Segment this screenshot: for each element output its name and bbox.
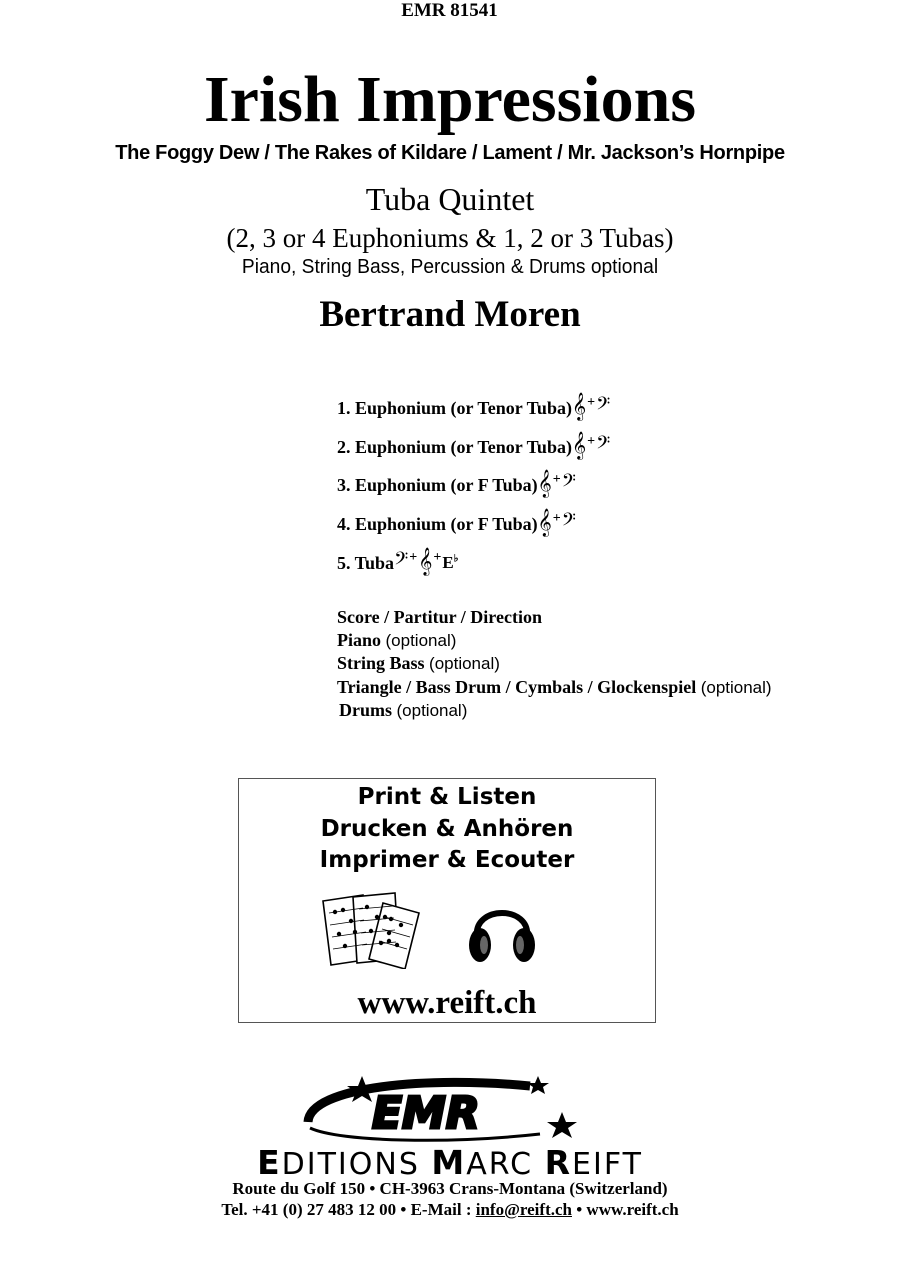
treble-clef-icon: 𝄞 xyxy=(571,430,587,459)
catalog-number-row xyxy=(0,0,900,22)
promo-line-french: Imprimer & Ecouter xyxy=(319,847,575,873)
plus-sign: + xyxy=(587,395,596,410)
logo-text: EMR xyxy=(372,1088,480,1139)
instrumentation: (2, 3 or 4 Euphoniums & 1, 2 or 3 Tubas) xyxy=(226,223,674,253)
emr-logo xyxy=(300,1072,600,1146)
optional-note: (optional) xyxy=(396,701,468,721)
publisher-initial-e: E xyxy=(257,1143,282,1182)
publisher-word-3: EIFT xyxy=(572,1147,643,1182)
promo-line-english: Print & Listen xyxy=(357,784,537,810)
publisher-name xyxy=(0,1143,900,1182)
extra-label: Drums xyxy=(339,700,392,721)
part-item xyxy=(337,546,610,592)
part-item xyxy=(337,469,610,514)
contact-line xyxy=(0,1199,900,1221)
optional-note: (optional) xyxy=(700,677,772,697)
headphones-icon xyxy=(467,891,537,967)
plus-sign: + xyxy=(552,472,561,488)
catalog-number: EMR 81541 xyxy=(401,0,498,21)
treble-clef-icon: 𝄞 xyxy=(418,546,433,575)
publisher-word-2: ARC xyxy=(466,1147,545,1182)
bass-clef-icon: 𝄢 xyxy=(394,548,409,574)
optional-note: (optional) xyxy=(429,654,500,674)
plus-sign: + xyxy=(409,549,418,565)
ensemble: Tuba Quintet xyxy=(365,181,535,217)
e-flat-label xyxy=(442,553,458,573)
bass-clef-icon: 𝄢 xyxy=(561,510,576,536)
part-label: 2. Euphonium (or Tenor Tuba) xyxy=(337,436,572,457)
phone-text: Tel. +41 (0) 27 483 12 00 • E-Mail : xyxy=(221,1200,476,1219)
part-label: 4. Euphonium (or F Tuba) xyxy=(337,514,538,535)
postal-address: Route du Golf 150 • CH-3963 Crans-Montana (Switzerland) xyxy=(232,1179,668,1198)
parts-list xyxy=(337,392,611,591)
treble-clef-icon: 𝄞 xyxy=(537,508,552,537)
promo-line-german: Drucken & Anhören xyxy=(320,816,574,842)
website-link[interactable]: www.reift.ch xyxy=(357,985,537,1021)
score-and-parts-list xyxy=(337,606,772,723)
web-text: • www.reift.ch xyxy=(571,1200,679,1219)
extra-item xyxy=(337,629,772,653)
extra-label: Piano xyxy=(337,629,382,650)
publisher-initial-r: R xyxy=(544,1143,573,1182)
flat-icon: ♭ xyxy=(453,553,459,565)
plus-sign: + xyxy=(587,433,596,449)
email-link[interactable]: info@reift.ch xyxy=(475,1200,572,1219)
plus-sign: + xyxy=(433,549,442,565)
title: Irish Impressions xyxy=(203,63,697,136)
optional-note: (optional) xyxy=(385,630,457,650)
treble-clef-icon: 𝄞 xyxy=(537,469,552,498)
treble-clef-icon: 𝄞 xyxy=(571,392,587,420)
publisher-initial-m: M xyxy=(431,1143,467,1182)
subtitle-tune-list: The Foggy Dew / The Rakes of Kildare / Lament / Mr. Jackson’s Hornpipe xyxy=(115,142,785,164)
e-letter: E xyxy=(442,552,454,572)
extra-label: Score / Partitur / Direction xyxy=(337,607,542,627)
plus-sign: + xyxy=(552,511,561,527)
extra-item xyxy=(337,676,772,700)
extra-item xyxy=(337,699,772,723)
extra-label: Triangle / Bass Drum / Cymbals / Glockenspiel xyxy=(337,676,697,697)
bass-clef-icon: 𝄢 xyxy=(561,471,576,497)
extra-label: String Bass xyxy=(337,653,425,674)
part-label: 3. Euphonium (or F Tuba) xyxy=(337,475,538,496)
optional-instruments: Piano, String Bass, Percussion & Drums optional xyxy=(241,256,659,278)
sheet-music-icon xyxy=(319,887,423,969)
part-item xyxy=(337,508,610,553)
composer: Bertrand Moren xyxy=(319,294,581,335)
part-item xyxy=(337,392,611,437)
extra-item xyxy=(337,606,772,629)
extra-item xyxy=(337,652,772,676)
print-and-listen-box[interactable] xyxy=(238,778,656,1023)
bass-clef-icon: 𝄢 xyxy=(596,432,611,458)
bass-clef-icon: 𝄢 xyxy=(596,394,611,419)
part-item xyxy=(337,430,611,476)
publisher-word-1: DITIONS xyxy=(281,1147,432,1182)
part-label: 5. Tuba xyxy=(337,552,395,573)
part-label: 1. Euphonium (or Tenor Tuba) xyxy=(337,398,572,418)
